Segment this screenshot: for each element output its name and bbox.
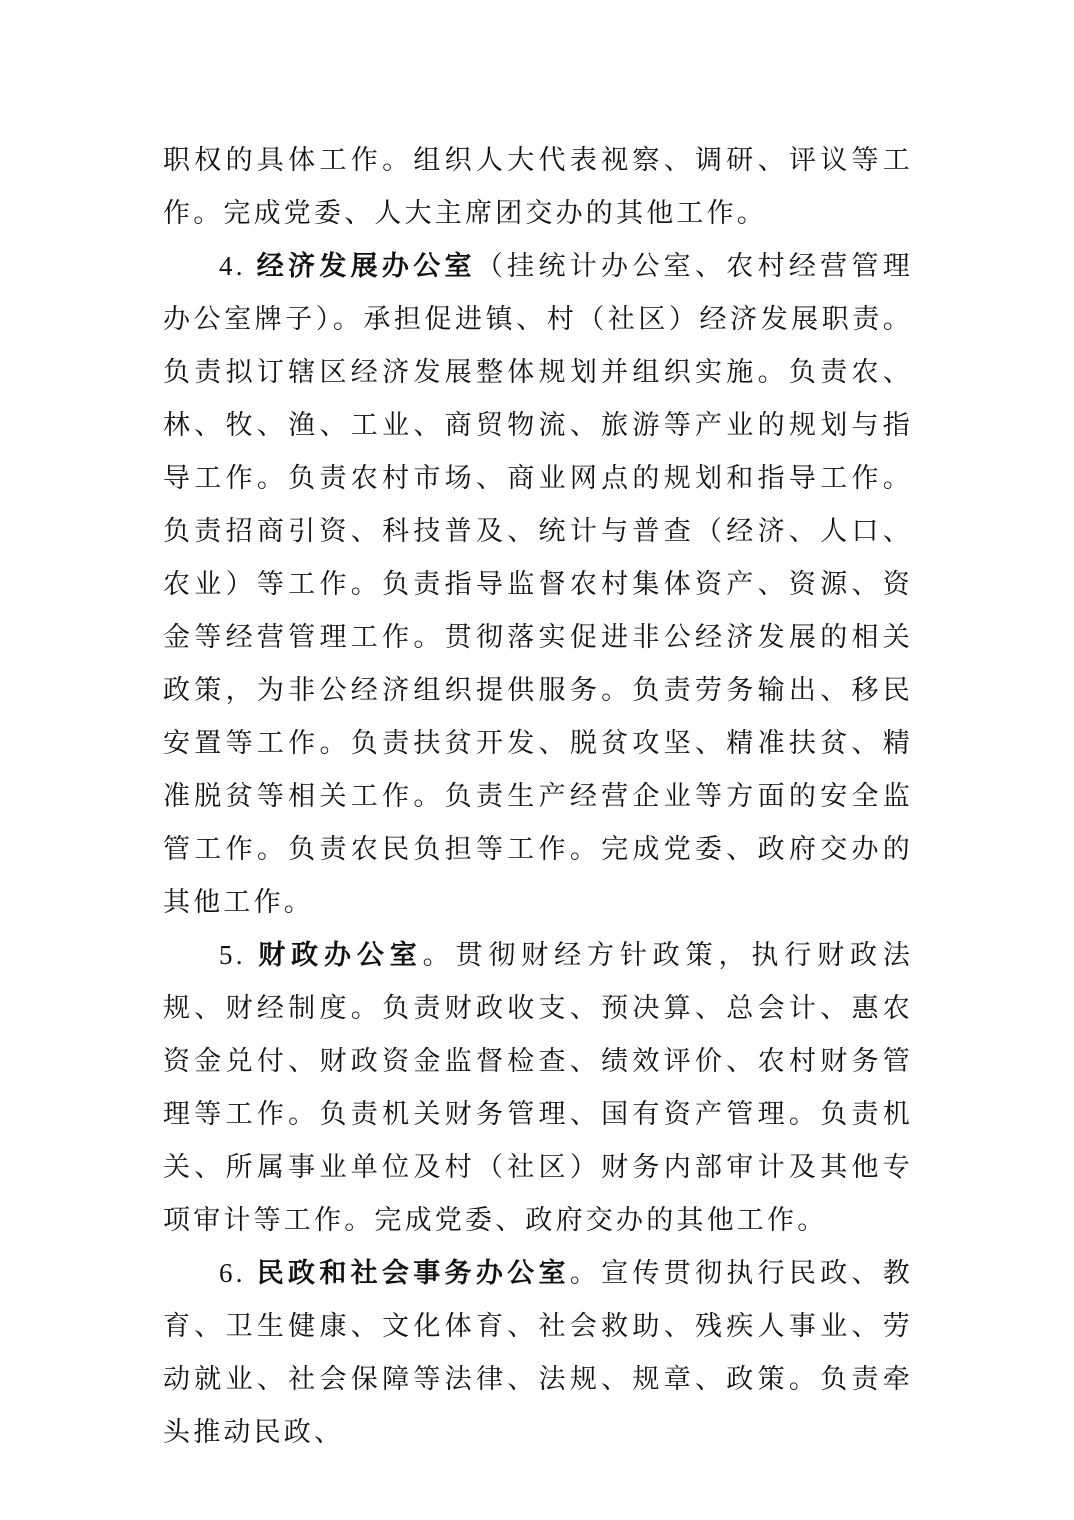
paragraph-text: 职权的具体工作。组织人大代表视察、调研、评议等工作。完成党委、人大主席团交办的其他工作。 bbox=[163, 145, 913, 229]
paragraph-finance-office bbox=[163, 929, 913, 1247]
paragraph-text: 。贯彻财经方针政策，执行财政法规、财经制度。负责财政收支、预决算、总会计、惠农资金兑付、财政资金监督检查、绩效评价、农村财务管理等工作。负责机关财务管理、国有资产管理。负责机关、所属事业单位及村（社区）财务内部审计及其他专项审计等工作。完成党委、政府交办的其他工作。 bbox=[163, 940, 914, 1236]
section-heading: 民政和社会事务办公室 bbox=[256, 1258, 570, 1289]
section-number: 6. bbox=[219, 1258, 257, 1288]
section-heading: 财政办公室 bbox=[258, 940, 423, 971]
paragraph-economic-development-office bbox=[163, 240, 913, 929]
paragraph-civil-affairs-office bbox=[163, 1247, 913, 1459]
document-body bbox=[163, 134, 913, 1459]
paragraph-text: 。宣传贯彻执行民政、教育、卫生健康、文化体育、社会救助、残疾人事业、劳动就业、社会保障等法律、法规、规章、政策。负责牵头推动民政、 bbox=[163, 1258, 914, 1448]
section-number: 4. bbox=[219, 251, 257, 281]
paragraph-text: （挂统计办公室、农村经营管理办公室牌子）。承担促进镇、村（社区）经济发展职责。负责拟订辖区经济发展整体规划并组织实施。负责农、林、牧、渔、工业、商贸物流、旅游等产业的规划与指导工作。负责农村市场、商业网点的规划和指导工作。负责招商引资、科技普及、统计与普查（经济、人口、农业）等工作。负责指导监督农村集体资产、资源、资金等经营管理工作。贯彻落实促进非公经济发展的相关政策，为非公经济组织提供服务。负责劳务输出、移民安置等工作。负责扶贫开发、脱贫攻坚、精准扶贫、精准脱贫等相关工作。负责生产经营企业等方面的安全监管工作。负责农民负担等工作。完成党委、政府交办的其他工作。 bbox=[163, 251, 913, 918]
section-number: 5. bbox=[219, 940, 259, 970]
section-heading: 经济发展办公室 bbox=[256, 251, 476, 282]
paragraph-continuation bbox=[163, 134, 913, 240]
